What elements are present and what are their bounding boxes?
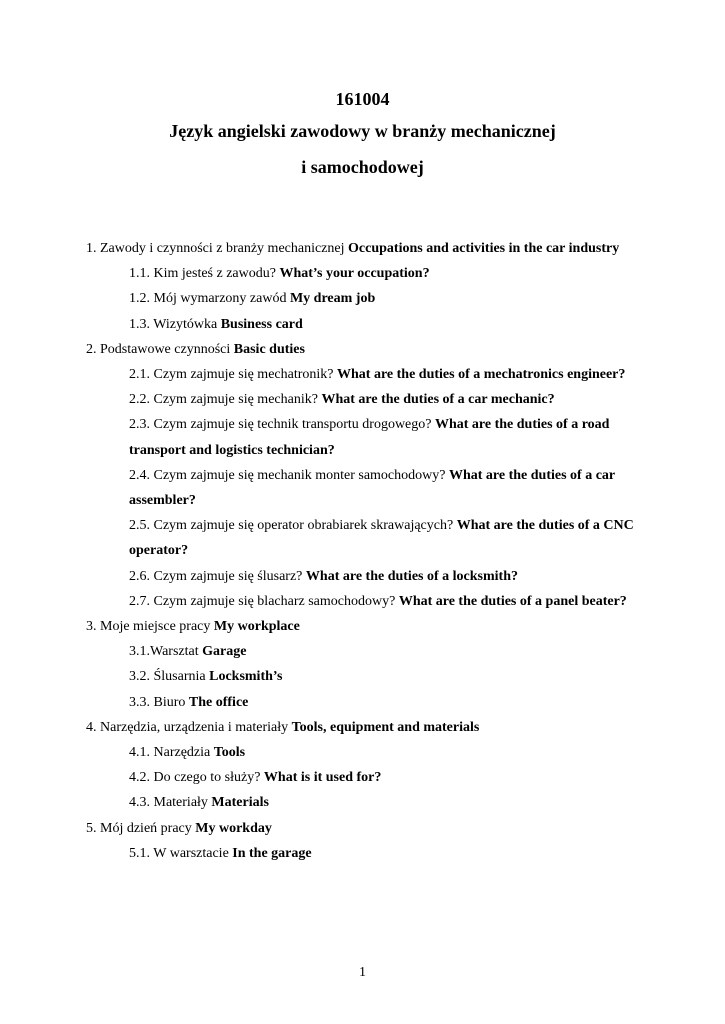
toc-entry-2 (86, 337, 646, 362)
toc-entry-en: Tools (213, 745, 246, 761)
toc-entry-en: My dream job (289, 291, 376, 307)
toc-entry-pl: 2.4. Czym zajmuje się mechanik monter samochodowy? (129, 467, 449, 483)
document-code: 161004 (335, 89, 390, 109)
toc-entry-5 (86, 816, 646, 841)
toc-entry-pl: 2. Podstawowe czynności (86, 341, 234, 357)
toc-entry-4-1 (86, 740, 646, 765)
toc-entry-pl: 2.6. Czym zajmuje się ślusarz? (129, 568, 306, 584)
toc-entry-en: Occupations and activities in the car industry (348, 241, 620, 256)
toc-entry-pl: 2.3. Czym zajmuje się technik transportu drogowego? (129, 417, 435, 433)
toc-entry-en: What are the duties of a road transport and logistics technician? (129, 417, 610, 458)
toc-entry-3-2 (86, 664, 646, 689)
toc-entry-pl: 1. Zawody i czynności z branży mechanicznej (86, 241, 349, 256)
toc-entry-en: Garage (202, 644, 247, 660)
toc-entry-4 (86, 715, 646, 740)
toc-entry-en: What are the duties of a panel beater? (398, 593, 627, 609)
toc-entry-en: What are the duties of a car mechanic? (321, 392, 555, 408)
toc-entry-en: What are the duties of a mechatronics engineer? (337, 367, 626, 383)
toc-entry-3 (86, 614, 646, 639)
toc-entry-pl: 4.1. Narzędzia (129, 745, 214, 761)
toc-entry-pl: 4.2. Do czego to służy? (129, 770, 264, 786)
page-number: 1 (359, 965, 366, 980)
toc-entry-2-6 (86, 564, 646, 589)
toc-entry-1-1 (86, 261, 646, 286)
toc-entry-en: What’s your occupation? (279, 266, 430, 282)
toc-entry-2-5 (86, 513, 646, 563)
toc-entry-pl: 3.3. Biuro (129, 694, 189, 710)
toc-entry-3-3 (86, 690, 646, 715)
toc-entry-en: Business card (220, 316, 303, 332)
document-title-line-2: i samochodowej (301, 157, 424, 177)
toc-entry-pl: 2.5. Czym zajmuje się operator obrabiarek skrawających? (129, 518, 457, 534)
toc-entry-en: Tools, equipment and materials (291, 719, 480, 735)
toc-entry-en: In the garage (232, 845, 312, 861)
toc-entry-4-2 (86, 765, 646, 790)
toc-entry-pl: 5. Mój dzień pracy (86, 820, 196, 836)
toc-entry-pl: 2.1. Czym zajmuje się mechatronik? (129, 367, 337, 383)
toc-entry-en: What is it used for? (263, 770, 382, 786)
toc-entry-2-4 (86, 463, 646, 513)
toc-entry-2-2 (86, 387, 646, 412)
toc-entry-pl: 1.3. Wizytówka (129, 316, 221, 332)
toc-entry-pl: 5.1. W warsztacie (129, 845, 233, 861)
toc-entry-pl: 3.1.Warsztat (129, 644, 203, 660)
toc-entry-2-3 (86, 412, 646, 462)
toc-entry-1 (86, 236, 646, 261)
toc-entry-pl: 3.2. Ślusarnia (129, 669, 210, 685)
toc-entry-en: My workday (195, 820, 272, 836)
toc-entry-en: My workplace (213, 619, 300, 635)
toc-entry-pl: 1.2. Mój wymarzony zawód (129, 291, 290, 307)
table-of-contents (86, 236, 646, 866)
toc-entry-3-1 (86, 639, 646, 664)
toc-entry-en: Materials (211, 795, 269, 811)
toc-entry-1-2 (86, 286, 646, 311)
toc-entry-en: What are the duties of a locksmith? (305, 568, 518, 584)
toc-entry-pl: 1.1. Kim jesteś z zawodu? (129, 266, 280, 282)
toc-entry-en: What are the duties of a CNC operator? (129, 518, 634, 559)
toc-entry-en: The office (188, 694, 249, 710)
toc-entry-pl: 2.2. Czym zajmuje się mechanik? (129, 392, 322, 408)
toc-entry-2-1 (86, 362, 646, 387)
toc-entry-2-7 (86, 589, 646, 614)
toc-entry-pl: 2.7. Czym zajmuje się blacharz samochodowy? (129, 593, 399, 609)
toc-entry-en: Basic duties (233, 341, 305, 357)
toc-entry-pl: 4. Narzędzia, urządzenia i materiały (86, 719, 292, 735)
toc-entry-en: What are the duties of a car assembler? (129, 467, 615, 509)
toc-entry-5-1 (86, 841, 646, 866)
toc-entry-pl: 4.3. Materiały (129, 795, 212, 811)
document-title-line-1: Język angielski zawodowy w branży mechanicznej (169, 121, 556, 141)
toc-entry-en: Locksmith’s (209, 669, 283, 685)
toc-entry-4-3 (86, 790, 646, 815)
toc-entry-pl: 3. Moje miejsce pracy (86, 619, 214, 635)
toc-entry-1-3 (86, 312, 646, 337)
